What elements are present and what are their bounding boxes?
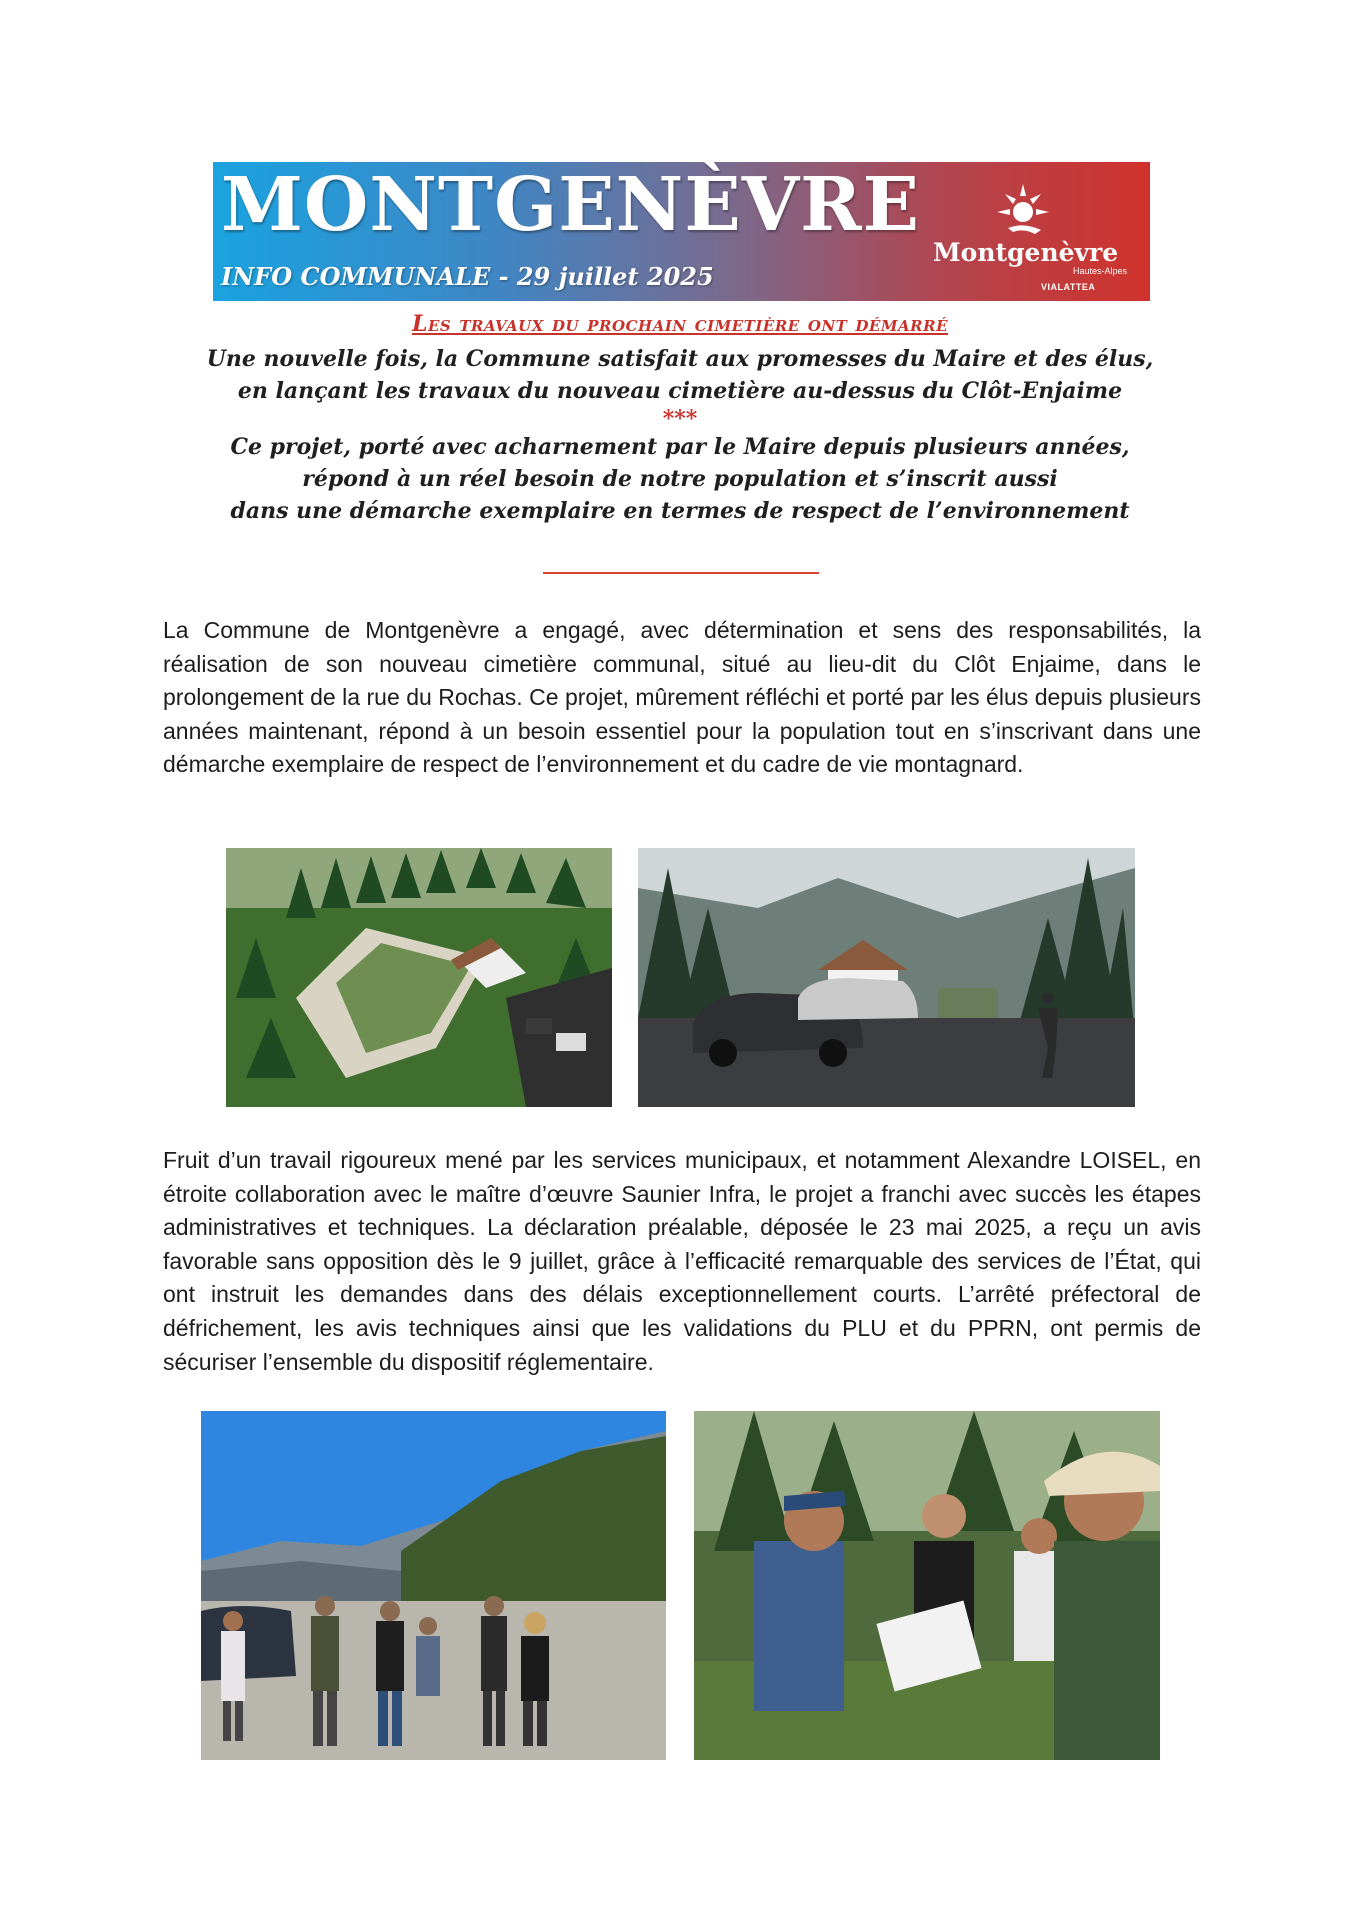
issue-date: INFO COMMUNALE - 29 juillet 2025 bbox=[221, 262, 714, 291]
lead-line-4: répond à un réel besoin de notre population et s’inscrit aussi bbox=[302, 466, 1058, 492]
photo-street-rendering bbox=[638, 848, 1135, 1107]
photo-site-visit-forest bbox=[694, 1411, 1160, 1760]
sun-mountain-icon bbox=[923, 178, 1143, 296]
separator-stars: *** bbox=[662, 406, 698, 432]
lead-line-3: Ce projet, porté avec acharnement par le Maire depuis plusieurs années, bbox=[230, 434, 1130, 460]
headline-block bbox=[170, 305, 1190, 527]
lead-line-5: dans une démarche exemplaire en termes de respect de l’environnement bbox=[230, 498, 1130, 524]
page-title: MONTGENÈVRE bbox=[221, 162, 921, 248]
photo-aerial-rendering bbox=[226, 848, 612, 1107]
logo-brand: VIALATTEA bbox=[1041, 282, 1096, 292]
montgenevre-logo bbox=[923, 178, 1143, 296]
divider bbox=[543, 572, 819, 574]
paragraph-procedure: Fruit d’un travail rigoureux mené par les services municipaux, et notamment Alexandre LOISEL, en étroite collaboration avec le maître d’œuvre Saunier Infra, le projet a franchi avec succès les étapes administratives et techniques. La déclaration préalable, déposée le 23 mai 2025, a reçu un avis favorable sans opposition dès le 9 juillet, grâce à l’efficacité remarquable des services de l’État, qui ont instruit les demandes dans des délais exceptionnellement courts. L’arrêté préfectoral de défrichement, les avis techniques ainsi que les validations du PLU et du PPRN, ont permis de sécuriser l’ensemble du dispositif réglementaire. bbox=[163, 1147, 1201, 1375]
header-banner bbox=[213, 162, 1150, 301]
logo-wordmark: Montgenèvre bbox=[933, 238, 1119, 267]
lead-line-2: en lançant les travaux du nouveau cimetière au-dessus du Clôt-Enjaime bbox=[237, 378, 1123, 404]
logo-region: Hautes-Alpes bbox=[1073, 266, 1128, 276]
photo-site-visit-road bbox=[201, 1411, 666, 1760]
headline: Les travaux du prochain cimetière ont démarré bbox=[411, 311, 949, 337]
paragraph-intro: La Commune de Montgenèvre a engagé, avec détermination et sens des responsabilités, la réalisation de son nouveau cimetière communal, situé au lieu-dit du Clôt Enjaime, dans le prolongement de la rue du Rochas. Ce projet, mûrement réfléchi et porté par les élus depuis plusieurs années maintenant, répond à un besoin essentiel pour la population tout en s’inscrivant dans une démarche exemplaire de respect de l’environnement et du cadre de vie montagnard. bbox=[163, 617, 1201, 778]
lead-line-1: Une nouvelle fois, la Commune satisfait aux promesses du Maire et des élus, bbox=[206, 346, 1154, 372]
